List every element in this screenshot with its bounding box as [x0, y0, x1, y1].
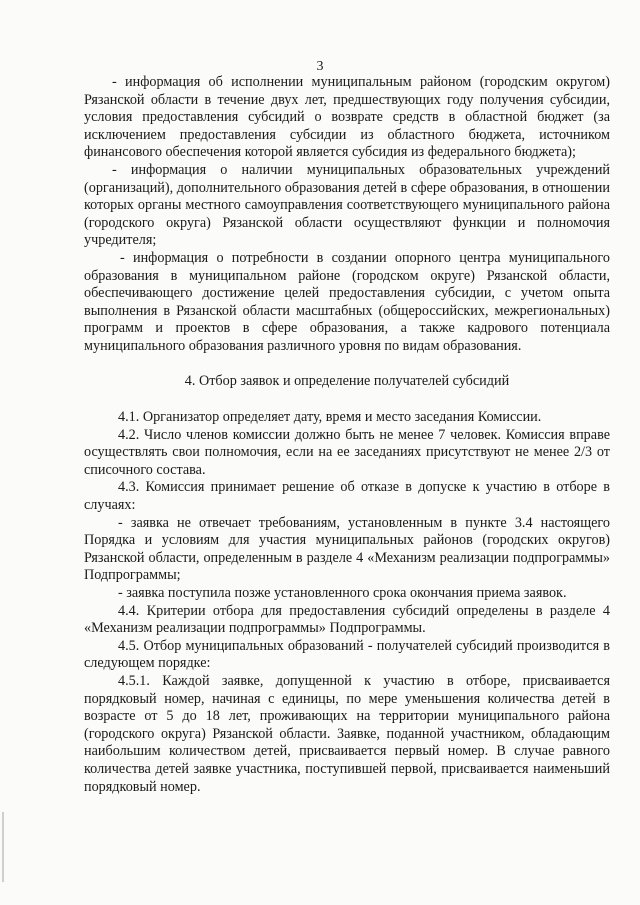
- paragraph-4-3: 4.3. Комиссия принимает решение об отказе в допуске к участию в отборе в случаях:: [84, 479, 610, 514]
- paragraph-4-3-reason-requirements: - заявка не отвечает требованиям, установленным в пункте 3.4 настоящего Порядка и условиям для участия муниципальных районов (городских округов) Рязанской области, определенным в разделе 4 «Механизм реализации подпрограммы» Подпрограммы;: [84, 514, 610, 584]
- page-number: 3: [316, 59, 324, 74]
- document-body: [84, 74, 610, 796]
- paragraph-4-5: 4.5. Отбор муниципальных образований - получателей субсидий производится в следующем порядке:: [84, 637, 610, 672]
- section-title: 4. Отбор заявок и определение получателей субсидий: [184, 372, 510, 389]
- paragraph-repayment-info: - информация об исполнении муниципальным районом (городским округом) Рязанской области в течение двух лет, предшествующих году получения субсидии, условия предоставления субсидий о возврате средств в областной бюджет (за исключением предоставления субсидии из областного бюджета, источником финансового обеспечения которой является субсидия из федерального бюджета);: [84, 74, 610, 161]
- paragraph-4-5-1: 4.5.1. Каждой заявке, допущенной к участию в отборе, присваивается порядковый номер, начиная с единицы, по мере уменьшения количества детей в возрасте от 5 до 18 лет, проживающих на территории муниципального района (городского округа) Рязанской области. Заявке, поданной участником, обладающим наибольшим количеством детей, присваивается первый номер. В случае равного количества детей заявке участника, поступившей первой, присваивается наименьший порядковый номер.: [84, 673, 610, 795]
- paragraph-4-3-reason-late: - заявка поступила позже установленного срока окончания приема заявок.: [118, 585, 567, 602]
- paragraph-4-1: 4.1. Организатор определяет дату, время и место заседания Комиссии.: [118, 409, 542, 426]
- scan-edge-mark: [2, 812, 4, 882]
- paragraph-4-4: 4.4. Критерии отбора для предоставления субсидий определены в разделе 4 «Механизм реализации подпрограммы» Подпрограммы.: [84, 602, 610, 637]
- paragraph-institutions-info: - информация о наличии муниципальных образовательных учреждений (организаций), дополнительного образования детей в сфере образования, в отношении которых органы местного самоуправления соответствующего муниципального района (городского округа) Рязанской области осуществляют функции и полномочия учредителя;: [84, 161, 610, 249]
- paragraph-4-2: 4.2. Число членов комиссии должно быть не менее 7 человек. Комиссия вправе осуществлять свои полномочия, если на ее заседаниях присутствуют не менее 2/3 от списочного состава.: [84, 426, 610, 478]
- paragraph-support-center-info: - информация о потребности в создании опорного центра муниципального образования в муниципальном районе (городском округе) Рязанской области, обеспечивающего достижение целей предоставления субсидии, с учетом опыта выполнения в Рязанской области масштабных (общероссийских, межрегиональных) программ и проектов в сфере образования, а также кадрового потенциала муниципального образования различного уровня по видам образования.: [84, 249, 610, 354]
